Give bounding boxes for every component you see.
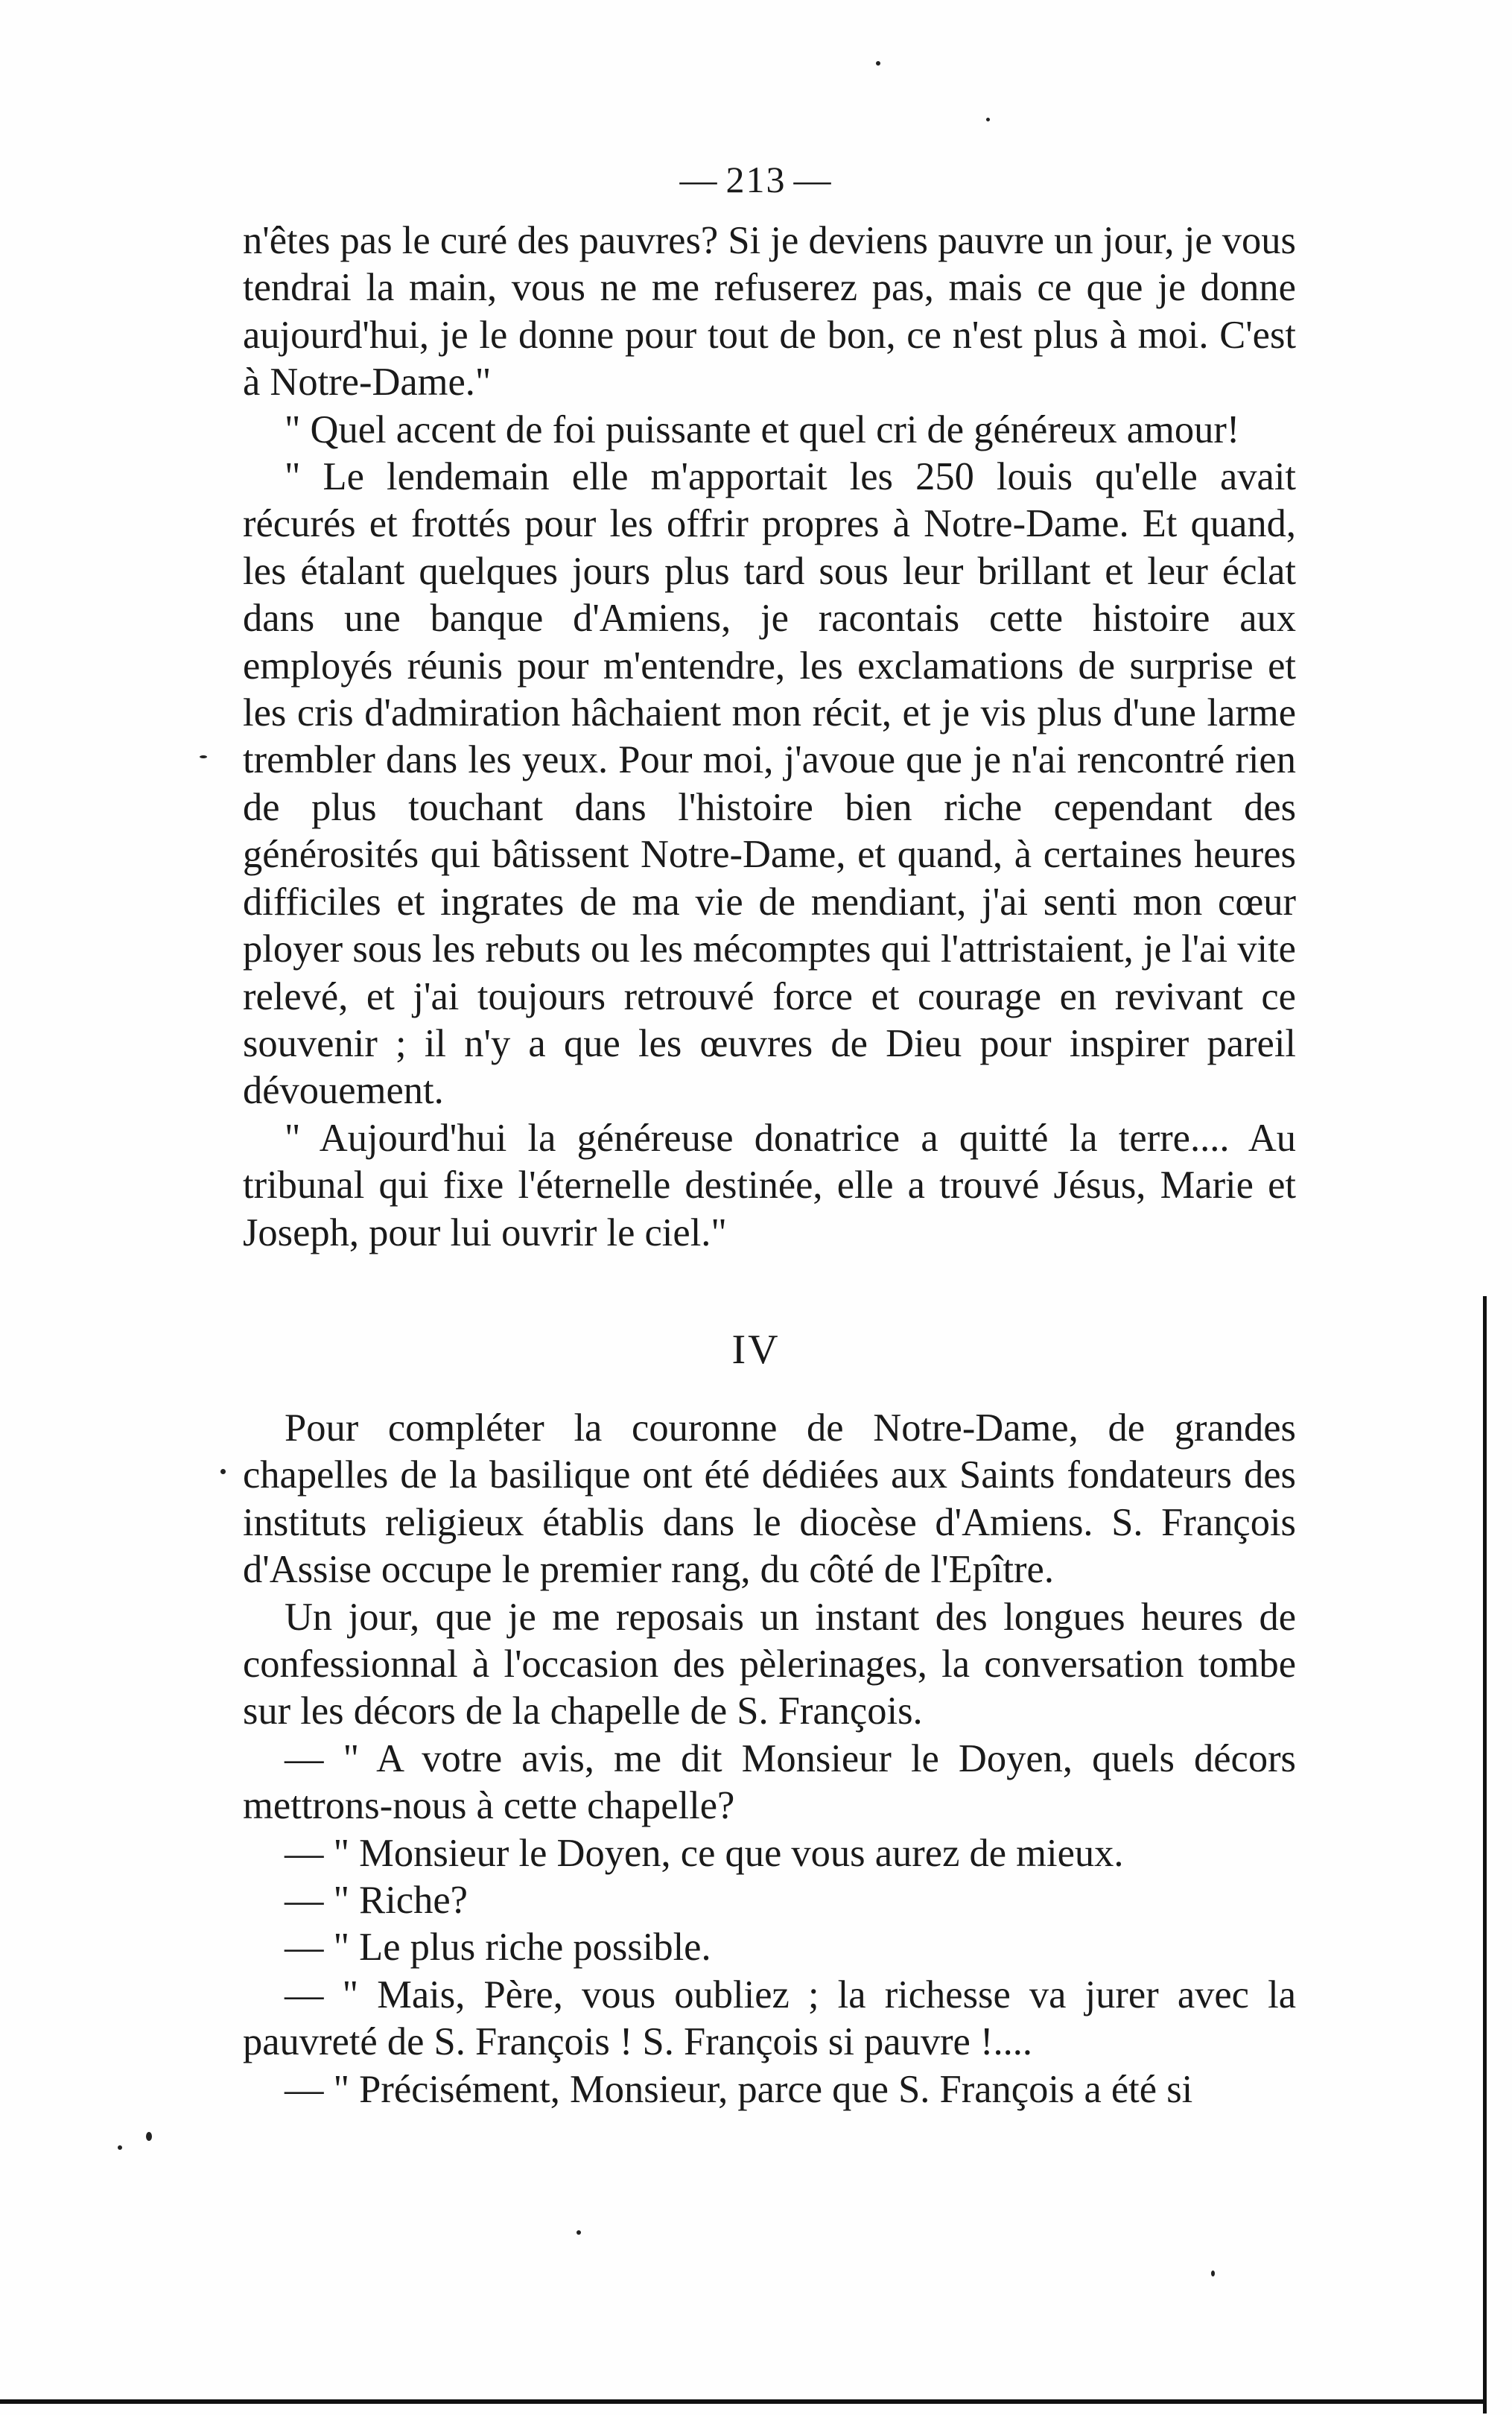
scan-edge-bottom — [0, 2399, 1487, 2404]
paragraph: " Quel accent de foi puissante et quel cri de généreux amour! — [285, 407, 1240, 451]
scan-speck — [220, 1469, 226, 1474]
page-number-right-dash: — — [793, 159, 833, 200]
scan-speck — [876, 61, 880, 66]
scan-speck — [576, 2230, 581, 2235]
scan-speck — [146, 2132, 152, 2141]
dialogue-line: — " A votre avis, me dit Monsieur le Doyen, quels décors mettrons-nous à cette chapelle? — [243, 1736, 1296, 1828]
dialogue-line: — " Riche? — [285, 1879, 468, 1923]
dialogue-line: — " Précisément, Monsieur, parce que S. François a été si — [285, 2067, 1193, 2111]
scan-speck — [986, 118, 990, 121]
page-number — [0, 158, 1512, 201]
dialogue-line: — " Mais, Père, vous oubliez ; la richesse va jurer avec la pauvreté de S. François ! S. François si pauvre !.... — [243, 1973, 1296, 2064]
scan-speck — [200, 755, 207, 758]
page-number-value: 213 — [725, 159, 787, 200]
dialogue-line: — " Le plus riche possible. — [285, 1926, 711, 1970]
paragraph: n'êtes pas le curé des pauvres? Si je deviens pauvre un jour, je vous tendrai la main, vous ne me refuserez pas, mais ce que je donne aujourd'hui, je le donne pour tout de bon, ce n'est plus à moi. C'est à Notre-Dame." — [243, 219, 1296, 404]
text-block-top — [243, 218, 1296, 1257]
paragraph: Pour compléter la couronne de Notre-Dame, de grandes chapelles de la basilique ont été dédiées aux Saints fondateurs des instituts religieux établis dans le diocèse d'Amiens. S. François d'Assise occupe le premier rang, du côté de l'Epître. — [243, 1406, 1296, 1592]
text-block-bottom — [243, 1405, 1296, 2113]
paragraph: " Aujourd'hui la généreuse donatrice a quitté la terre.... Au tribunal qui fixe l'éternelle destinée, elle a trouvé Jésus, Marie et Joseph, pour lui ouvrir le ciel." — [243, 1116, 1296, 1254]
scan-speck — [1211, 2270, 1215, 2276]
paragraph: Un jour, que je me reposais un instant des longues heures de confessionnal à l'occasion des pèlerinages, la conversation tombe sur les décors de la chapelle de S. François. — [243, 1595, 1296, 1733]
page-number-left-dash: — — [679, 159, 719, 200]
dialogue-line: — " Monsieur le Doyen, ce que vous aurez de mieux. — [285, 1831, 1124, 1875]
section-heading: IV — [731, 1327, 781, 1373]
paragraph: " Le lendemain elle m'apportait les 250 louis qu'elle avait récurés et frottés pour les offrir propres à Notre-Dame. Et quand, les étalant quelques jours plus tard sous leur brillant et leur éclat dans une banque d'Amiens, je racontais cette histoire aux employés réunis pour m'entendre, les exclamations de surprise et les cris d'admiration hâchaient mon récit, et je vis plus d'une larme trembler dans les yeux. Pour moi, j'avoue que je n'ai rencontré rien de plus touchant dans l'histoire bien riche cependant des générosités qui bâtissent Notre-Dame, et quand, à certaines heures difficiles et ingrates de ma vie de mendiant, j'ai senti mon cœur ployer sous les rebuts ou les mécomptes qui l'attristaient, je l'ai vite relevé, et j'ai toujours retrouvé force et courage en revivant ce souvenir ; il n'y a que les œuvres de Dieu pour inspirer pareil dévouement. — [243, 455, 1296, 1113]
scan-edge-right — [1483, 1296, 1487, 2414]
scan-speck — [118, 2145, 122, 2150]
